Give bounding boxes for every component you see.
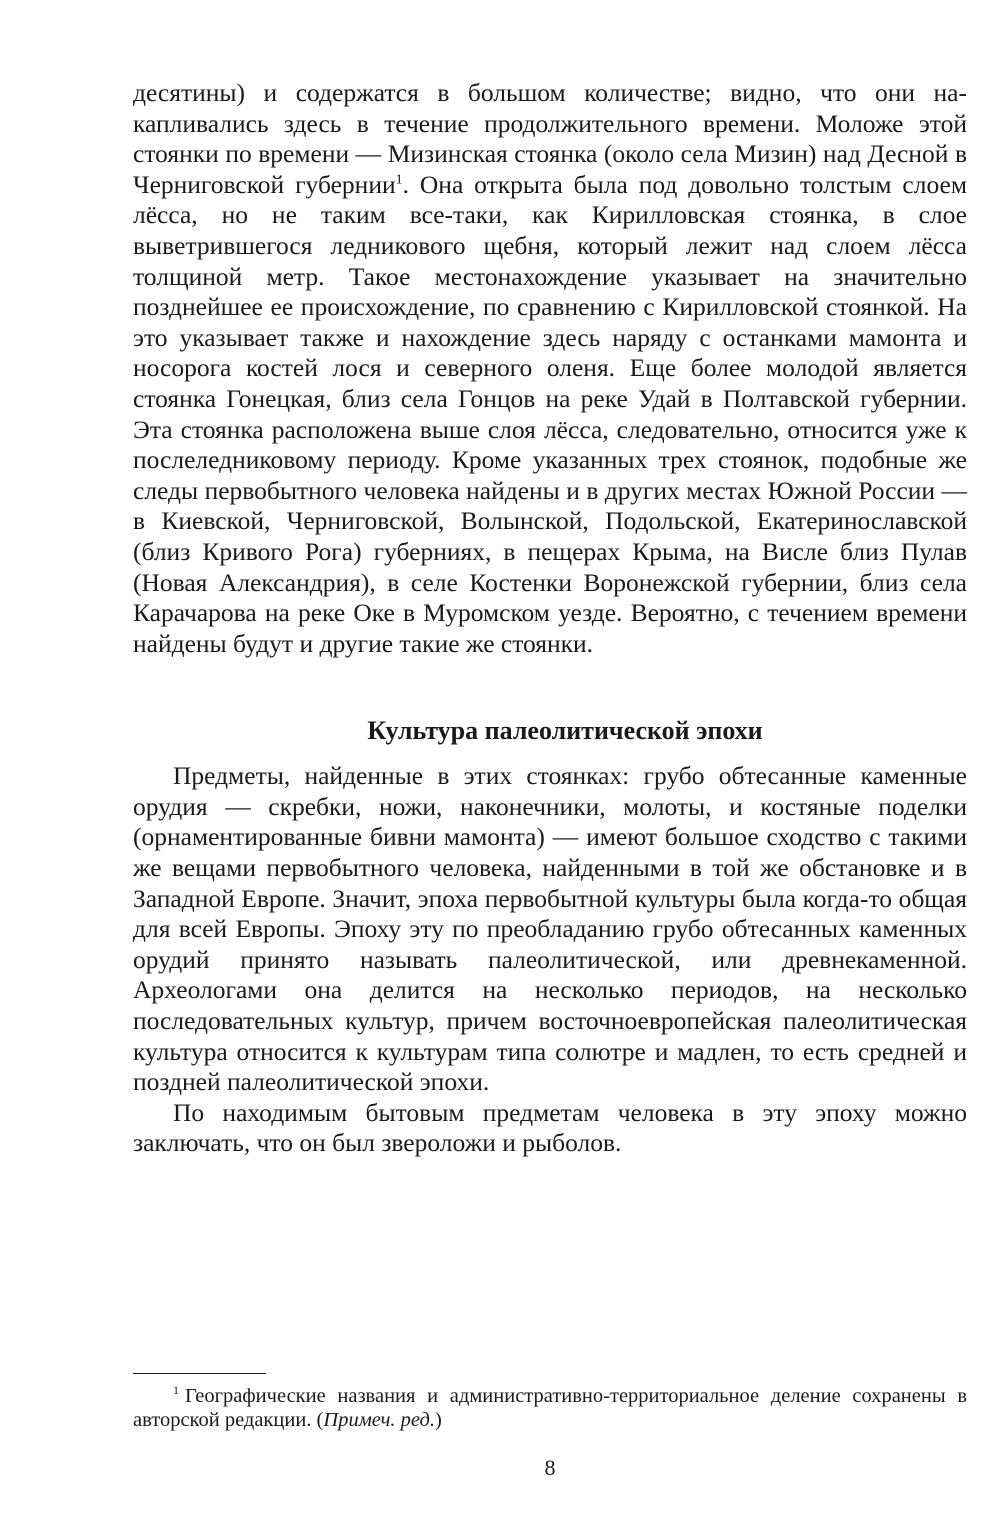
footnote-editor-note: Примеч. ред. xyxy=(323,1409,435,1431)
footnote xyxy=(133,1384,967,1432)
paragraph-1-text-a: десятины) и содержатся в большом количестве; видно, что они накапливались здесь в течение продолжительного времени. Моложе этой стоянки по времени — Мизинская стоянка (около села Мизин) над Десной в Черниговской губернии xyxy=(133,78,967,199)
section-heading: Культура палеолитической эпохи xyxy=(367,716,763,746)
paragraph-1-text-b: . Она открыта была под довольно толстым слоем лёсса, но не таким все-таки, как Кирилловская стоянка, в слое выветрившегося ледникового щебня, который лежит над слоем лёсса толщиной метр. Такое местонахождение указывает на значительно позднейшее ее происхождение, по сравнению с Кирилловской стоянкой. На это указывает также и нахождение здесь наряду с останками мамонта и носорога костей лося и северного оленя. Еще более молодой является стоянка Гонецкая, близ села Гонцов на реке Удай в Полтавской губернии. Эта стоянка расположена выше слоя лёсса, следовательно, относится уже к послеледниковому периоду. Кроме указанных трех стоянок, подобные же следы первобытного человека найдены и в других местах Южной России — в Киевской, Черниговской, Волынской, Подольской, Екатеринославской (близ Кривого Рога) губерниях, в пещерах Крыма, на Висле близ Пулав (Новая Александрия), в селе Костенки Воронежской губернии, близ села Карачарова на реке Оке в Муромском уезде. Вероятно, с течением времени найдены будут и другие такие же стоянки. xyxy=(133,169,967,658)
paragraph-1 xyxy=(133,78,967,659)
paragraph-2: Предметы, найденные в этих стоянках: грубо обтесанные каменные орудия — скребки, ножи, наконечники, молоты, и костяные поделки (орнаментированные бивни мамонта) — имеют большое сходство с такими же вещами первобытного человека, найденными в той же обстановке и в Западной Европе. Значит, эпоха первобытной культуры была когда-то общая для всей Европы. Эпоху эту по преобладанию грубо обтесанных каменных орудий принято называть палеолитической, или древнекаменной. Археологами она делится на несколько периодов, на несколько последовательных культур, причем восточноевропейская палеолитическая культура относится к культурам типа солютре и мадлен, то есть средней и поздней палеолитической эпохи. xyxy=(133,761,967,1097)
footnote-marker: 1 xyxy=(173,1383,179,1398)
page-number: 8 xyxy=(544,1455,556,1480)
footnote-reference[interactable]: 1 xyxy=(395,172,403,188)
paragraph-3: По находимым бытовым предметам человека в эту эпоху можно заключать, что он был звероложи и рыболов. xyxy=(133,1097,967,1158)
footnote-text: Географические названия и административно-территориальное деление сохранены в авторской редакции. ( xyxy=(133,1385,967,1431)
footnote-closing: ) xyxy=(434,1409,442,1431)
footnote-divider xyxy=(133,1373,266,1374)
page-body xyxy=(133,78,967,1159)
